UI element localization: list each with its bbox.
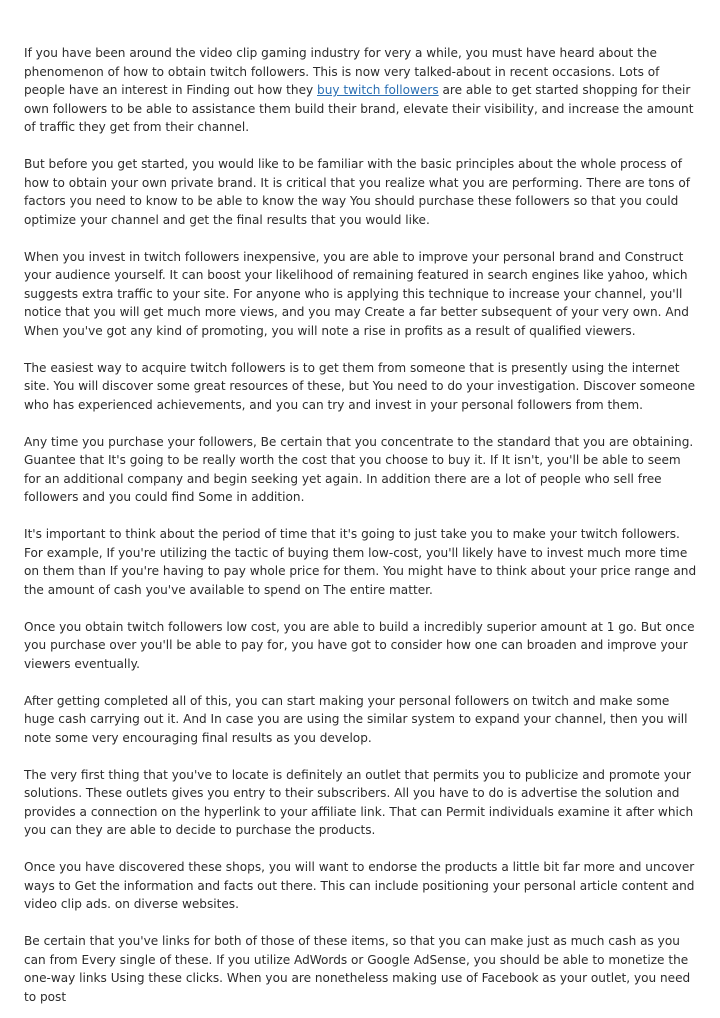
- paragraph-6: It's important to think about the period of time that it's going to just take you to make your twitch followers. For example, If you're utilizing the tactic of buying them low-cost, you'll likely have to invest much more time on them than If you're having to pay whole price for them. You might have to think about your price range and the amount of cash you've available to spend on The entire matter.: [24, 527, 697, 597]
- paragraph-11: Be certain that you've links for both of those of these items, so that you can make just as much cash as you can from Every single of these. If you utilize AdWords or Google AdSense, you should be able to monetize the one-way links Using these clicks. When you are nonetheless making use of Facebook as your outlet, you need to post: [24, 934, 691, 1004]
- paragraph-2: But before you get started, you would like to be familiar with the basic principles about the whole process of how to obtain your own private brand. It is critical that you realize what you are performing. There are tons of factors you need to know to be able to know the way You should purchase these followers so that you could optimize your channel and get the final results that you would like.: [24, 157, 690, 227]
- paragraph-3: When you invest in twitch followers inexpensive, you are able to improve your personal brand and Construct your audience yourself. It can boost your likelihood of remaining featured in search engines like yahoo, which suggests extra traffic to your site. For anyone who is applying this technique to increase your channel, you'll notice that you will get much more views, and you may Create a far better subsequent of your very own. And When you've got any kind of promoting, you will note a rise in profits as a result of qualified viewers.: [24, 249, 689, 338]
- paragraph-9: The very first thing that you've to locate is definitely an outlet that permits you to publicize and promote your solutions. These outlets gives you entry to their subscribers. All you have to do is advertise the solution and provides a connection on the hyperlink to your affiliate link. That can Permit individuals examine it after which you can they are able to decide to purchase the products.: [24, 767, 694, 837]
- paragraph-8: After getting completed all of this, you can start making your personal followers on twitch and make some huge cash carrying out it. And In case you are using the similar system to expand your channel, then you will note some very encouraging final results as you develop.: [24, 693, 688, 745]
- paragraph-1: [24, 44, 698, 137]
- paragraph-4: The easiest way to acquire twitch followers is to get them from someone that is presently using the internet site. You will discover some great resources of these, but You need to do your investigation. Discover someone who has experienced achievements, and you can try and invest in your personal followers from them.: [24, 360, 696, 412]
- buy-twitch-followers-link[interactable]: buy twitch followers: [317, 83, 439, 97]
- paragraph-1-text-end: are able to get started shopping for their own followers to be able to assistance them build their brand, elevate their visibility, and increase the amount of traffic they get from their channel.: [24, 83, 694, 134]
- article-body: [24, 44, 698, 1006]
- paragraph-5: Any time you purchase your followers, Be certain that you concentrate to the standard that you are obtaining. Guantee that It's going to be really worth the cost that you choose to buy it. If It isn't, you'll be able to seem for an additional company and begin seeking yet again. In addition there are a lot of people who sell free followers and you could find Some in addition.: [24, 434, 694, 504]
- paragraph-10: Once you have discovered these shops, you will want to endorse the products a little bit far more and uncover ways to Get the information and facts out there. This can include positioning your personal article content and video clip ads. on diverse websites.: [24, 860, 695, 911]
- paragraph-1-text-start: If you have been around the video clip gaming industry for very a while, you must have heard about the phenomenon of how to obtain twitch followers. This is now very talked-about in recent occasions. Lots of people have an interest in Finding out how they: [24, 46, 660, 97]
- paragraph-7: Once you obtain twitch followers low cost, you are able to build a incredibly superior amount at 1 go. But once you purchase over you'll be able to pay for, you have got to consider how one can broaden and improve your viewers eventually.: [24, 619, 695, 671]
